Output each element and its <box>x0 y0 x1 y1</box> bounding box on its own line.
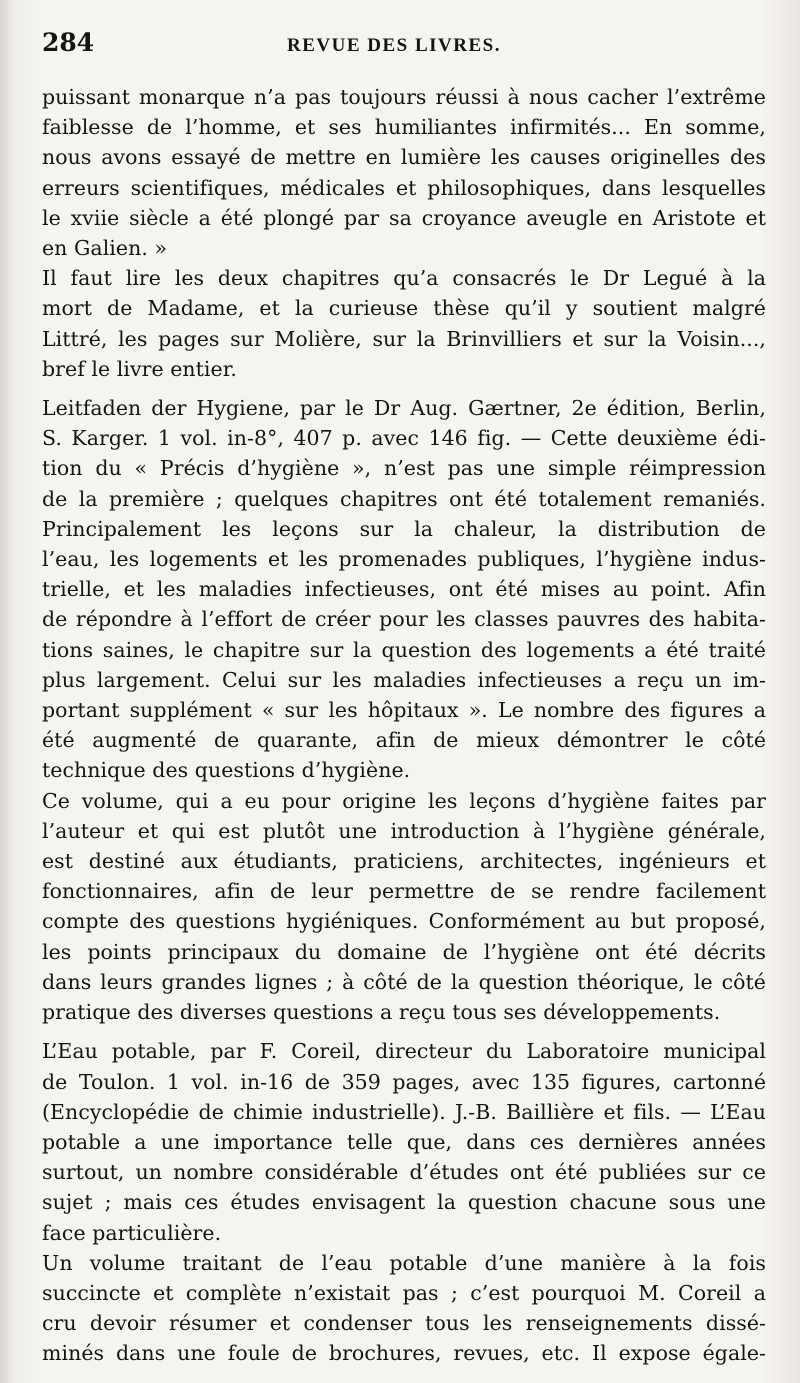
text-line: l’eau, les logements et les promenades publiques, l’hygiène indus- <box>42 547 766 572</box>
text-line: cru devoir résumer et condenser tous les renseignements dissé- <box>42 1311 766 1336</box>
page-number: 284 <box>42 28 95 57</box>
text-line: fonctionnaires, afin de leur permettre de se rendre facilement <box>42 879 766 904</box>
text-line: en Galien. » <box>42 236 168 261</box>
text-line: Leitfaden der Hygiene, par le Dr Aug. Gærtner, 2e édition, Berlin, <box>42 396 766 421</box>
text-line: le xviie siècle a été plongé par sa croyance aveugle en Aristote et <box>42 205 766 230</box>
text-line: bref le livre entier. <box>42 356 237 381</box>
text-line: erreurs scientifiques, médicales et philosophiques, dans lesquelles <box>42 175 766 200</box>
text-line: pratique des diverses questions a reçu tous ses développements. <box>42 1000 721 1025</box>
text-line: l’auteur et qui est plutôt une introduction à l’hygiène générale, <box>42 818 766 843</box>
paragraph-gap <box>42 1027 766 1036</box>
running-head: REVUE DES LIVRES. <box>287 35 501 56</box>
text-line: tion du « Précis d’hygiène », n’est pas une simple réimpression <box>42 456 766 481</box>
text-line: tions saines, le chapitre sur la question des logements a été traité <box>42 637 766 662</box>
text-line: faiblesse de l’homme, et ses humiliantes infirmités... En somme, <box>42 115 766 140</box>
text-line: compte des questions hygiéniques. Conformément au but proposé, <box>42 909 766 934</box>
paragraph-gap <box>42 384 766 393</box>
text-line: est destiné aux étudiants, praticiens, architectes, ingénieurs et <box>42 849 766 874</box>
text-line: face particulière. <box>42 1220 222 1245</box>
text-line: L’Eau potable, par F. Coreil, directeur du Laboratoire municipal <box>42 1039 766 1064</box>
text-line: minés dans une foule de brochures, revues, etc. Il expose égale- <box>42 1341 766 1366</box>
text-line: les points principaux du domaine de l’hygiène ont été décrits <box>42 939 766 964</box>
text-line: été augmenté de quarante, afin de mieux démontrer le côté <box>42 728 766 753</box>
text-line: Un volume traitant de l’eau potable d’une manière à la fois <box>42 1250 766 1275</box>
text-line: potable a une importance telle que, dans ces dernières années <box>42 1129 766 1154</box>
text-line: Littré, les pages sur Molière, sur la Brinvilliers et sur la Voisin..., <box>42 326 766 351</box>
text-line: nous avons essayé de mettre en lumière les causes originelles des <box>42 145 766 170</box>
text-line: surtout, un nombre considérable d’études ont été publiées sur ce <box>42 1160 766 1185</box>
text-line: puissant monarque n’a pas toujours réussi à nous cacher l’extrême <box>42 85 766 109</box>
text-line: de répondre à l’effort de créer pour les classes pauvres des habita- <box>42 607 766 632</box>
text-line: Ce volume, qui a eu pour origine les leçons d’hygiène faites par <box>42 788 766 813</box>
page-header <box>42 28 766 68</box>
text-line: Principalement les leçons sur la chaleur, la distribution de <box>42 516 766 541</box>
text-line: mort de Madame, et la curieuse thèse qu’il y soutient malgré <box>42 296 766 321</box>
text-line: de Toulon. 1 vol. in-16 de 359 pages, avec 135 figures, cartonné <box>42 1069 766 1094</box>
text-line: portant supplément « sur les hôpitaux ». Le nombre des figures a <box>42 698 766 723</box>
page-body <box>42 82 766 1369</box>
text-line: dans leurs grandes lignes ; à côté de la question théorique, le côté <box>42 969 766 994</box>
text-line: Il faut lire les deux chapitres qu’a consacrés le Dr Legué à la <box>42 266 766 291</box>
text-line: (Encyclopédie de chimie industrielle). J.-B. Baillière et fils. — L’Eau <box>42 1099 766 1124</box>
text-line: S. Karger. 1 vol. in-8°, 407 p. avec 146 fig. — Cette deuxième édi- <box>42 426 766 451</box>
text-line: plus largement. Celui sur les maladies infectieuses a reçu un im- <box>42 667 766 692</box>
text-line: sujet ; mais ces études envisagent la question chacune sous une <box>42 1190 766 1215</box>
text-line: de la première ; quelques chapitres ont été totalement remaniés. <box>42 486 766 511</box>
text-line: trielle, et les maladies infectieuses, ont été mises au point. Afin <box>42 577 766 602</box>
text-line: succincte et complète n’existait pas ; c’est pourquoi M. Coreil a <box>42 1280 766 1305</box>
text-line: technique des questions d’hygiène. <box>42 758 411 783</box>
